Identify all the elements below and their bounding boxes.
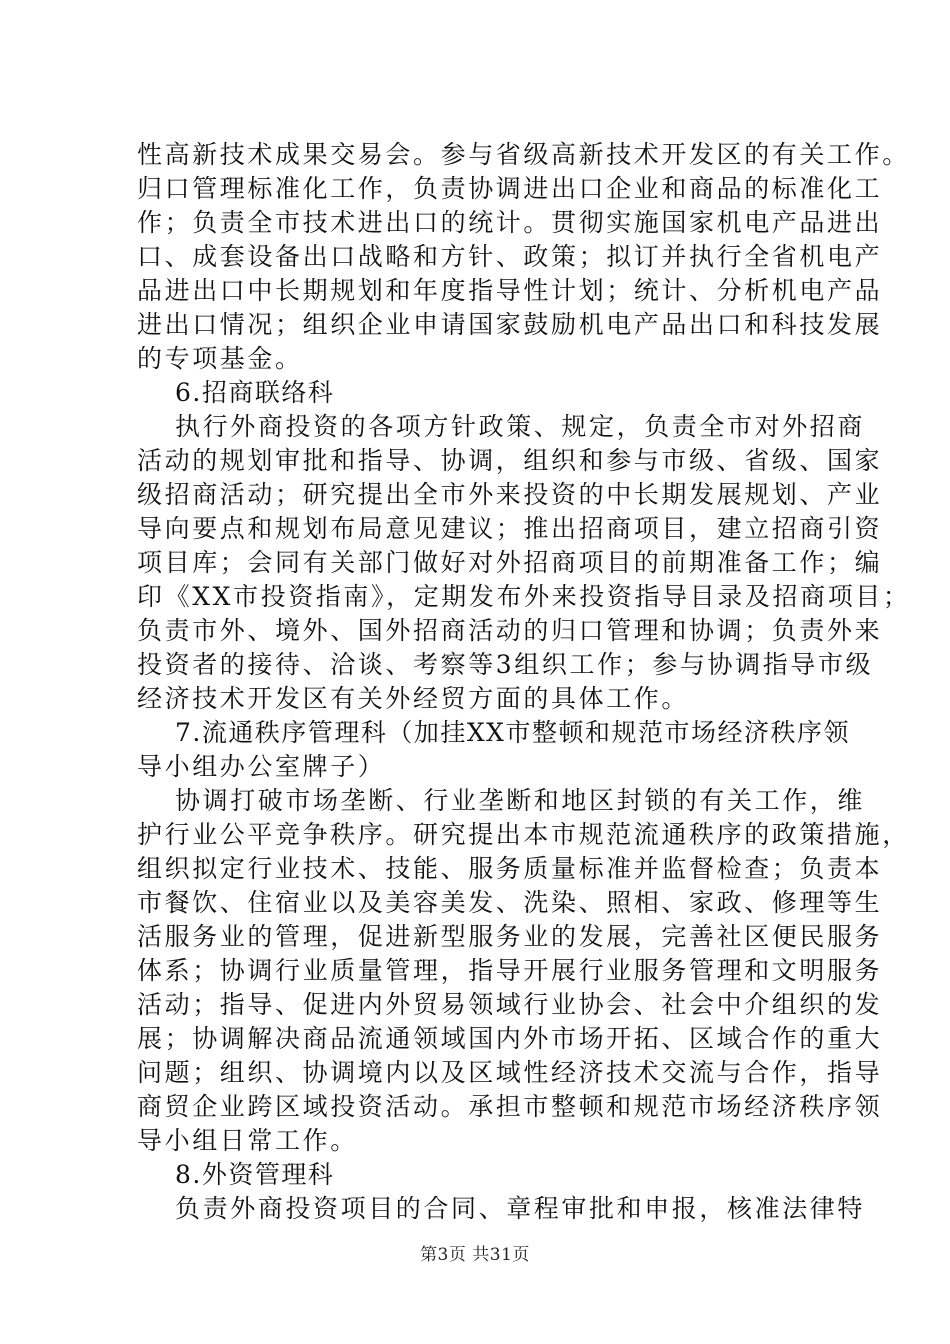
body-text-line: 品进出口中长期规划和年度指导性计划；统计、分析机电产品 <box>137 276 883 305</box>
body-text-line: 的专项基金。 <box>137 344 303 373</box>
section-heading-7: 7.流通秩序管理科（加挂XX市整顿和规范市场经济秩序领 <box>175 718 850 747</box>
body-text-line: 市餐饮、住宿业以及美容美发、洗染、照相、家政、修理等生 <box>137 888 883 917</box>
body-text-line: 印《XX市投资指南》，定期发布外来投资指导目录及招商项目； <box>137 582 911 611</box>
body-text-line: 导小组日常工作。 <box>137 1126 358 1155</box>
body-text-line: 进出口情况；组织企业申请国家鼓励机电产品出口和科技发展 <box>137 310 883 339</box>
body-text-line: 活动的规划审批和指导、协调，组织和参与市级、省级、国家 <box>137 446 883 475</box>
paragraph-first-line: 执行外商投资的各项方针政策、规定，负责全市对外招商 <box>175 412 866 441</box>
body-text-line: 活服务业的管理，促进新型服务业的发展，完善社区便民服务 <box>137 922 883 951</box>
paragraph-first-line: 协调打破市场垄断、行业垄断和地区封锁的有关工作，维 <box>175 786 866 815</box>
body-text-line: 活动；指导、促进内外贸易领域行业协会、社会中介组织的发 <box>137 990 883 1019</box>
body-text-line: 作；负责全市技术进出口的统计。贯彻实施国家机电产品进出 <box>137 208 883 237</box>
body-text-line: 项目库；会同有关部门做好对外招商项目的前期准备工作；编 <box>137 548 883 577</box>
body-text-line: 归口管理标准化工作，负责协调进出口企业和商品的标准化工 <box>137 174 883 203</box>
body-text-line: 负责市外、境外、国外招商活动的归口管理和协调；负责外来 <box>137 616 883 645</box>
section-heading-8: 8.外资管理科 <box>175 1160 335 1189</box>
body-text-line: 展；协调解决商品流通领域国内外市场开拓、区域合作的重大 <box>137 1024 883 1053</box>
section-heading-7-continued: 导小组办公室牌子） <box>137 752 386 781</box>
body-text-line: 护行业公平竞争秩序。研究提出本市规范流通秩序的政策措施， <box>137 820 910 849</box>
body-text-line: 导向要点和规划布局意见建议；推出招商项目，建立招商引资 <box>137 514 883 543</box>
paragraph-first-line: 负责外商投资项目的合同、章程审批和申报，核准法律特 <box>175 1194 866 1223</box>
page-number-footer: 第3页 共31页 <box>420 1245 530 1265</box>
body-text-line: 组织拟定行业技术、技能、服务质量标准并监督检查；负责本 <box>137 854 883 883</box>
body-text-line: 体系；协调行业质量管理，指导开展行业服务管理和文明服务 <box>137 956 883 985</box>
body-text-line: 投资者的接待、洽谈、考察等3组织工作；参与协调指导市级 <box>137 650 874 679</box>
body-text-line: 问题；组织、协调境内以及区域性经济技术交流与合作，指导 <box>137 1058 883 1087</box>
body-text-line: 经济技术开发区有关外经贸方面的具体工作。 <box>137 684 690 713</box>
body-text-line: 口、成套设备出口战略和方针、政策；拟订并执行全省机电产 <box>137 242 883 271</box>
section-heading-6: 6.招商联络科 <box>175 378 335 407</box>
body-text-line: 性高新技术成果交易会。参与省级高新技术开发区的有关工作。 <box>137 140 910 169</box>
body-text-line: 商贸企业跨区域投资活动。承担市整顿和规范市场经济秩序领 <box>137 1092 883 1121</box>
body-text-line: 级招商活动；研究提出全市外来投资的中长期发展规划、产业 <box>137 480 883 509</box>
